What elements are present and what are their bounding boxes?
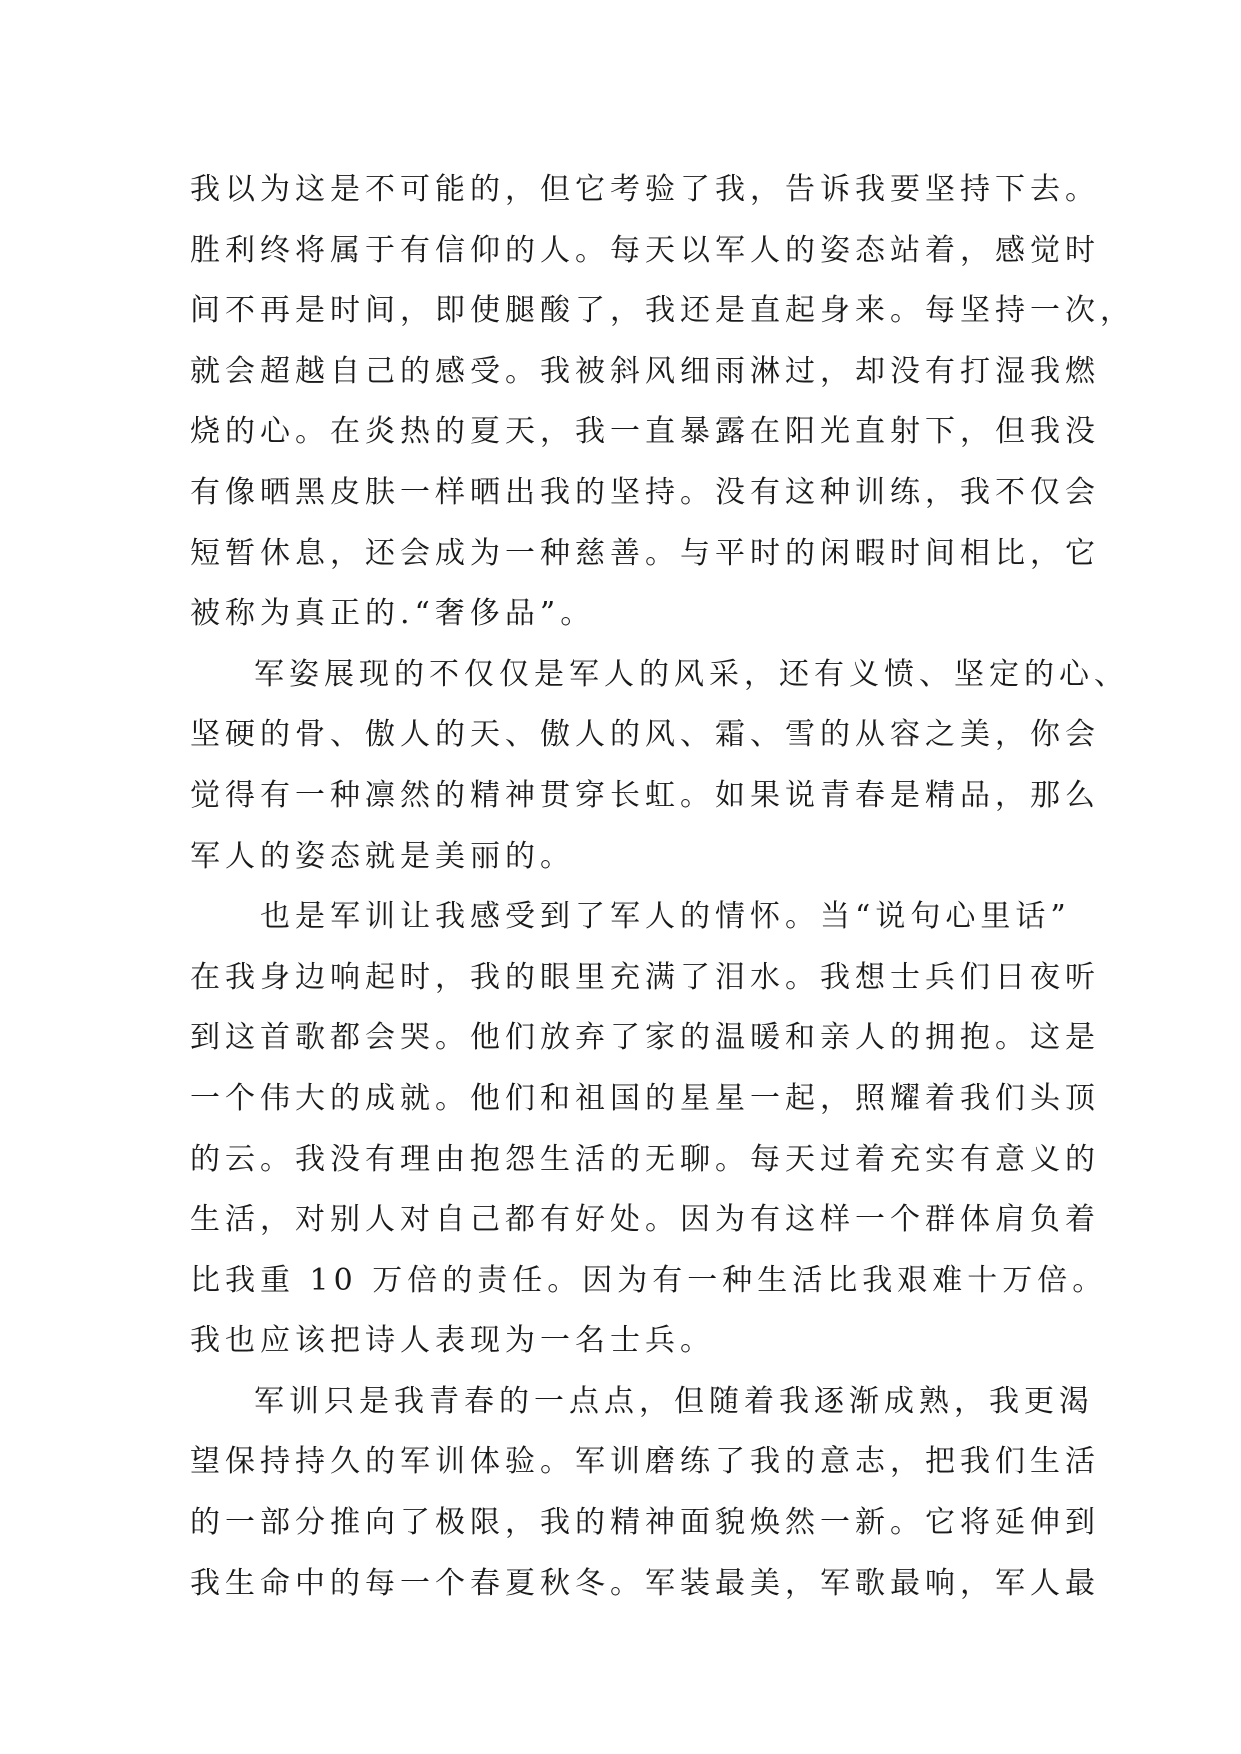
text-line: 我也应该把诗人表现为一名士兵。 [190,1323,715,1359]
paragraph [190,887,1108,1372]
text-line: 军人的姿态就是美丽的。 [190,838,575,874]
paragraph [190,1372,1100,1614]
text-line: 被称为真正的.“奢侈品”。 [190,596,596,632]
text-line: 在我身边响起时，我的眼里充满了泪水。我想士兵们日夜听 [190,959,1100,995]
text-line: 军姿展现的不仅仅是军人的风采，还有义愤、坚定的心、 [254,656,1129,692]
text-line: 间不再是时间，即使腿酸了，我还是直起身来。每坚持一次， [190,293,1135,329]
text-line: 烧的心。在炎热的夏天，我一直暴露在阳光直射下，但我没 [190,414,1100,450]
text-line: 也是军训让我感受到了军人的情怀。当“说句心里话” [260,899,1071,935]
text-line: 的一部分推向了极限，我的精神面貌焕然一新。它将延伸到 [190,1505,1100,1541]
text-line: 短暂休息，还会成为一种慈善。与平时的闲暇时间相比，它 [190,535,1100,571]
paragraph [190,645,1129,887]
text-line: 有像晒黑皮肤一样晒出我的坚持。没有这种训练，我不仅会 [190,474,1100,510]
text-line: 望保持持久的军训体验。军训磨练了我的意志，把我们生活 [190,1444,1100,1480]
text-line: 的云。我没有理由抱怨生活的无聊。每天过着充实有意义的 [190,1141,1100,1177]
text-line: 觉得有一种凛然的精神贯穿长虹。如果说青春是精品，那么 [190,777,1100,813]
text-line: 比我重 10 万倍的责任。因为有一种生活比我艰难十万倍。 [190,1262,1108,1298]
text-line: 到这首歌都会哭。他们放弃了家的温暖和亲人的拥抱。这是 [190,1020,1100,1056]
text-line: 军训只是我青春的一点点，但随着我逐渐成熟，我更渴 [254,1383,1094,1419]
text-line: 我生命中的每一个春夏秋冬。军装最美，军歌最响，军人最 [190,1565,1100,1601]
text-line: 一个伟大的成就。他们和祖国的星星一起，照耀着我们头顶 [190,1080,1100,1116]
text-line: 坚硬的骨、傲人的天、傲人的风、霜、雪的从容之美，你会 [190,717,1100,753]
text-line: 就会超越自己的感受。我被斜风细雨淋过，却没有打湿我燃 [190,353,1100,389]
text-line: 生活，对别人对自己都有好处。因为有这样一个群体肩负着 [190,1202,1100,1238]
body-text [190,160,1135,1614]
text-line: 我以为这是不可能的，但它考验了我，告诉我要坚持下去。 [190,172,1100,207]
text-line: 胜利终将属于有信仰的人。每天以军人的姿态站着，感觉时 [190,232,1100,268]
paragraph [190,160,1135,645]
